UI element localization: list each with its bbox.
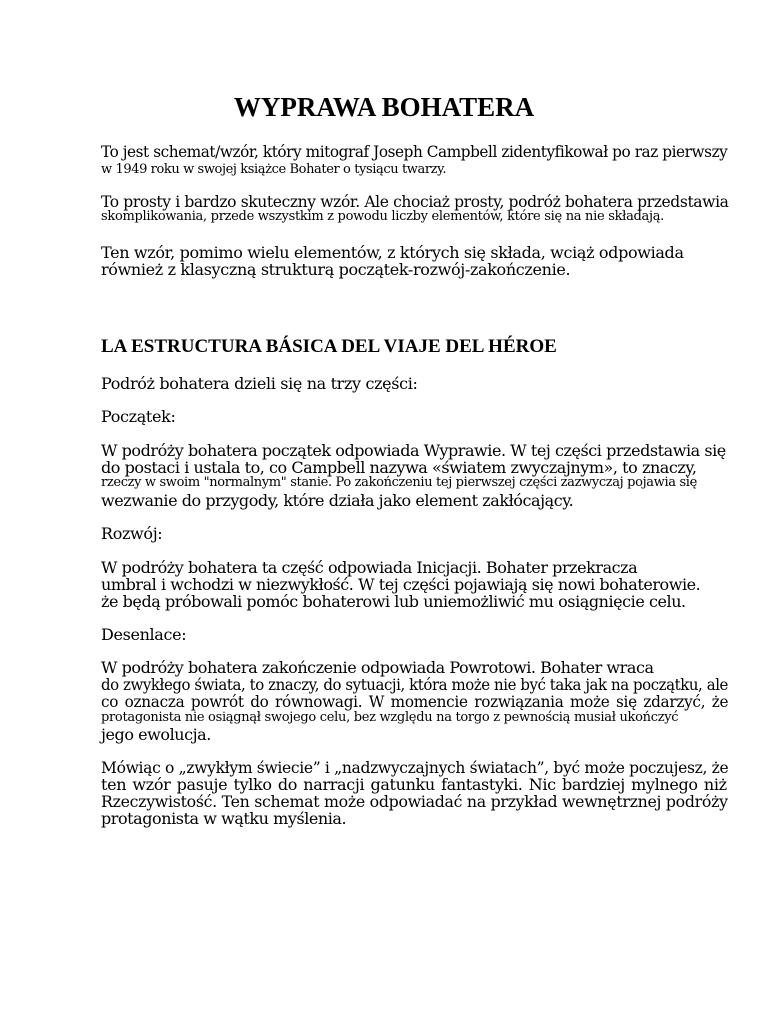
document-title: WYPRAWA BOHATERA [233, 92, 535, 122]
body-line-16: jego ewolucja. [101, 725, 211, 744]
subsection-label-ending: Desenlace: [101, 625, 187, 644]
body-line-20: protagonista w wątku myślenia. [101, 809, 347, 828]
body-line-14: co oznacza powrót do równowagi. W momencie rozwiązania może się zdarzyć, że [101, 692, 729, 711]
subsection-label-beginning: Początek: [101, 407, 176, 426]
intro-line-1: To jest schemat/wzór, który mitograf Joseph Campbell zidentyfikował po raz pierwszy [101, 142, 728, 161]
body-line-5: rzeczy w swoim "normalnym" stanie. Po zakończeniu tej pierwszej części zazwyczaj pojawia się [101, 475, 697, 490]
body-line-4: do postaci i ustala to, co Campbell nazywa «światem zwyczajnym», to znaczy, [101, 458, 697, 477]
body-line-12: W podróży bohatera zakończenie odpowiada Powrotowi. Bohater wraca [101, 658, 654, 677]
body-line-8: W podróży bohatera ta część odpowiada Inicjacji. Bohater przekracza [101, 558, 638, 577]
section-heading: LA ESTRUCTURA BÁSICA DEL VIAJE DEL HÉROE [101, 336, 557, 357]
subsection-label-development: Rozwój: [101, 524, 163, 543]
body-line-19: Rzeczywistość. Ten schemat może odpowiadać na przykład wewnętrznej podróży [101, 792, 728, 811]
intro-line-5: Ten wzór, pomimo wielu elementów, z których się składa, wciąż odpowiada [101, 243, 684, 262]
body-line-1: Podróż bohatera dzieli się na trzy części: [101, 374, 418, 393]
body-line-18: ten wzór pasuje tylko do narracji gatunku fantastyki. Nic bardziej mylnego niż [101, 775, 727, 794]
intro-line-3: To prosty i bardzo skuteczny wzór. Ale chociaż prosty, podróż bohatera przedstawia [101, 192, 729, 211]
intro-line-4: skomplikowania, przede wszystkim z powodu liczby elementów, które się na nie składają. [101, 209, 665, 224]
body-line-13: do zwykłego świata, to znaczy, do sytuacji, która może nie być taka jak na początku, ale [101, 675, 728, 694]
body-line-6: wezwanie do przygody, które działa jako element zakłócający. [101, 491, 574, 510]
body-line-17: Mówiąc o „zwykłym świecie” i „nadzwyczajnych światach”, być może poczujesz, że [101, 758, 729, 777]
body-line-15: protagonista nie osiągnął swojego celu, bez względu na torgo z pewnością musiał ukończyć [101, 710, 679, 725]
intro-line-6: również z klasyczną strukturą początek-rozwój-zakończenie. [101, 260, 571, 279]
body-line-10: że będą próbowali pomóc bohaterowi lub uniemożliwić mu osiągnięcie celu. [101, 592, 686, 611]
body-line-9: umbral i wchodzi w niezwykłość. W tej części pojawiają się nowi bohaterowie. [101, 575, 701, 594]
body-line-3: W podróży bohatera początek odpowiada Wyprawie. W tej części przedstawia się [101, 441, 726, 460]
intro-line-2: w 1949 roku w swojej książce Bohater o tysiącu twarzy. [101, 162, 447, 177]
